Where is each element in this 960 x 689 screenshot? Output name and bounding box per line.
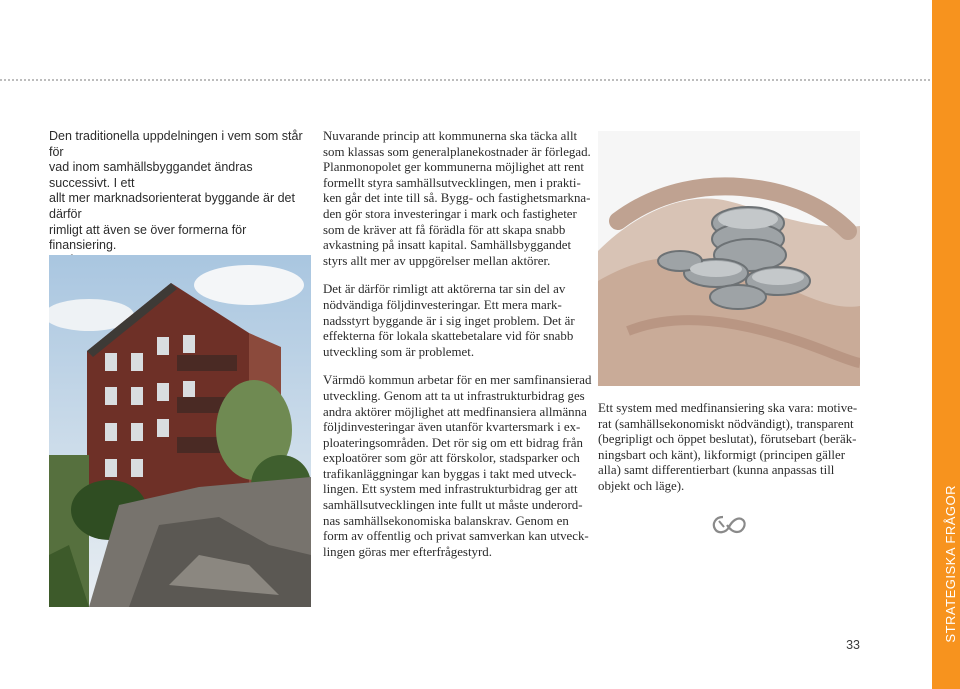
hand-coins-photo [598, 131, 860, 386]
right-paragraph: Ett system med medfinansiering ska vara: motive- rat (samhällsekonomiskt nödvändigt), transparent (begripligt och öppet beslutat), förutsebart (beräk- ningsbart och känt), likformigt (principen gäller alla) samt differentierbart (kunna anpassas till objekt och läge). [598, 401, 858, 493]
right-column [598, 401, 863, 495]
middle-paragraph-1: Nuvarande princip att kommunerna ska täcka allt som klassas som generalplanekostnader är förlegad. Planmonopolet ger kommunerna möjlighet att rent formellt styra samhällsutvecklingen, men i prakti- ken går det inte till så. Bygg- och fastighetsmarkna- den gör stora investeringar i mark och fastigheter som de kräver att få förädla för att skapa snabb avkastning på insatt kapital. Samhällsbyggandet styrs allt mer av uppgörelser mellan aktörer. [323, 129, 591, 268]
ornament-logo-icon [709, 511, 747, 539]
header-dotted-rule [0, 79, 930, 81]
page-number: 33 [846, 638, 860, 652]
middle-paragraph-2: Det är därför rimligt att aktörerna tar sin del av nödvändiga följdinvesteringar. Ett mera mark- nadsstyrt byggande är i sig inget problem. Det är effekterna för lokala skattebetalare vid för snabb utveckling som är problemet. [323, 282, 575, 359]
middle-paragraph-3: Värmdö kommun arbetar för en mer samfinansierad utveckling. Genom att ta ut infrastrukturbidrag ges andra aktörer möjlighet att medfinansiera allmänna följdinvesteringar även utanför kvartersmark i ex- ploateringsområden. Det rör sig om ett bidrag från exploatörer som gör att förskolor, stadsparker och trafikanläggningar kan byggas i takt med utveck- lingen. Ett system med infrastrukturbidrag ger att samhällsutvecklingen inte fullt ut måste underord- nas samhällsekonomiska balanskrav. Genom en form av offentlig och privat samverkan kan utveck- lingen göras mer efterfrågestyrd. [323, 373, 592, 559]
left-paragraph: Den traditionella uppdelningen i vem som står för vad inom samhällsbyggandet ändras successivt. I ett allt mer marknadsorienterat byggande är det därför rimligt att även se över formerna för finansiering. [49, 129, 303, 253]
section-label: STRATEGISKA FRÅGOR [943, 485, 958, 643]
middle-column [323, 129, 593, 560]
building-photo [49, 255, 311, 607]
section-side-tab [932, 0, 960, 689]
